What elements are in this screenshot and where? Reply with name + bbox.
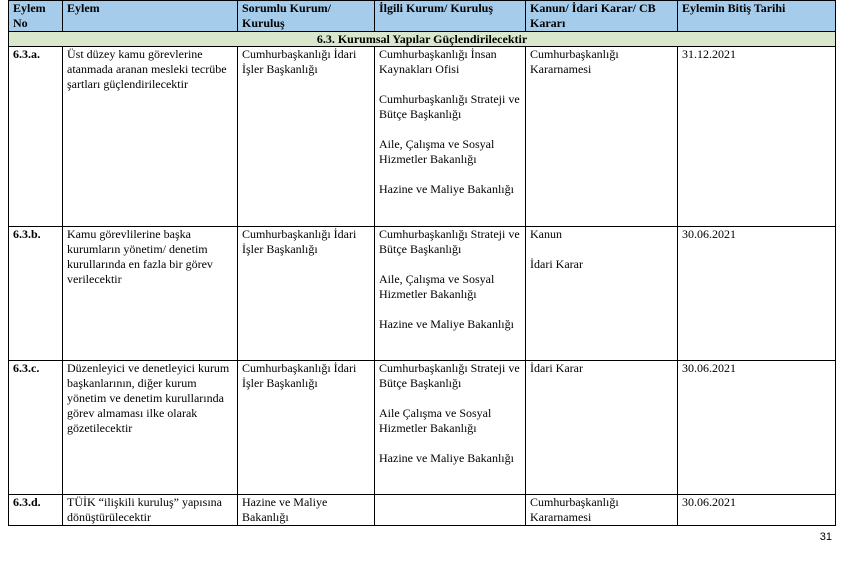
decision-type <box>526 47 678 227</box>
related-institution: Aile, Çalışma ve Sosyal Hizmetler Bakanlığı <box>379 272 495 301</box>
action-no: 6.3.a. <box>9 47 63 227</box>
header-responsible: Sorumlu Kurum/ Kuruluş <box>238 1 375 32</box>
header-decision: Kanun/ İdari Karar/ CB Kararı <box>526 1 678 32</box>
decision-type <box>526 361 678 495</box>
header-no: Eylem No <box>9 1 63 32</box>
decision-item: İdari Karar <box>530 361 583 375</box>
related-institutions <box>375 361 526 495</box>
related-institution: Cumhurbaşkanlığı Strateji ve Bütçe Başkanlığı <box>379 227 520 256</box>
header-action: Eylem <box>63 1 238 32</box>
page-number: 31 <box>819 531 832 543</box>
header-related: İlgili Kurum/ Kuruluş <box>375 1 526 32</box>
action-text: TÜİK “ilişkili kuruluş” yapısına dönüştürülecektir <box>63 495 238 526</box>
related-institutions <box>375 227 526 361</box>
action-plan-table <box>8 0 836 526</box>
table-header-row <box>9 1 836 32</box>
end-date: 30.06.2021 <box>678 495 836 526</box>
related-institution: Cumhurbaşkanlığı İnsan Kaynakları Ofisi <box>379 47 497 76</box>
action-text: Üst düzey kamu görevlerine atanmada aranan mesleki tecrübe şartları güçlendirilecektir <box>63 47 238 227</box>
decision-item: Cumhurbaşkanlığı Kararnamesi <box>530 495 619 524</box>
responsible-institution: Hazine ve Maliye Bakanlığı <box>238 495 375 526</box>
action-text: Kamu görevlilerine başka kurumların yönetim/ denetim kurullarında en fazla bir görev verilecektir <box>63 227 238 361</box>
related-institution: Aile, Çalışma ve Sosyal Hizmetler Bakanlığı <box>379 137 495 166</box>
end-date: 30.06.2021 <box>678 361 836 495</box>
related-institution: Cumhurbaşkanlığı Strateji ve Bütçe Başkanlığı <box>379 92 520 121</box>
decision-item: Cumhurbaşkanlığı Kararnamesi <box>530 47 619 76</box>
action-no: 6.3.d. <box>9 495 63 526</box>
related-institutions <box>375 495 526 526</box>
related-institution: Hazine ve Maliye Bakanlığı <box>379 317 514 331</box>
related-institution: Hazine ve Maliye Bakanlığı <box>379 182 514 196</box>
responsible-institution: Cumhurbaşkanlığı İdari İşler Başkanlığı <box>238 47 375 227</box>
responsible-institution: Cumhurbaşkanlığı İdari İşler Başkanlığı <box>238 361 375 495</box>
related-institution: Aile Çalışma ve Sosyal Hizmetler Bakanlığı <box>379 406 492 435</box>
section-title: 6.3. Kurumsal Yapılar Güçlendirilecektir <box>9 32 836 47</box>
decision-type <box>526 495 678 526</box>
responsible-institution: Cumhurbaşkanlığı İdari İşler Başkanlığı <box>238 227 375 361</box>
decision-item: Kanun <box>530 227 562 241</box>
end-date: 31.12.2021 <box>678 47 836 227</box>
action-no: 6.3.b. <box>9 227 63 361</box>
related-institution: Cumhurbaşkanlığı Strateji ve Bütçe Başkanlığı <box>379 361 520 390</box>
section-row <box>9 32 836 47</box>
action-text: Düzenleyici ve denetleyici kurum başkanlarının, diğer kurum yönetim ve denetim kurullarında görev almaması ilke olarak gözetilecektir <box>63 361 238 495</box>
end-date: 30.06.2021 <box>678 227 836 361</box>
decision-type <box>526 227 678 361</box>
related-institution: Hazine ve Maliye Bakanlığı <box>379 451 514 465</box>
decision-item: İdari Karar <box>530 257 583 271</box>
table-row <box>9 495 836 526</box>
action-no: 6.3.c. <box>9 361 63 495</box>
table-row <box>9 361 836 495</box>
header-end-date: Eylemin Bitiş Tarihi <box>678 1 836 32</box>
table-row <box>9 227 836 361</box>
table-row <box>9 47 836 227</box>
related-institutions <box>375 47 526 227</box>
